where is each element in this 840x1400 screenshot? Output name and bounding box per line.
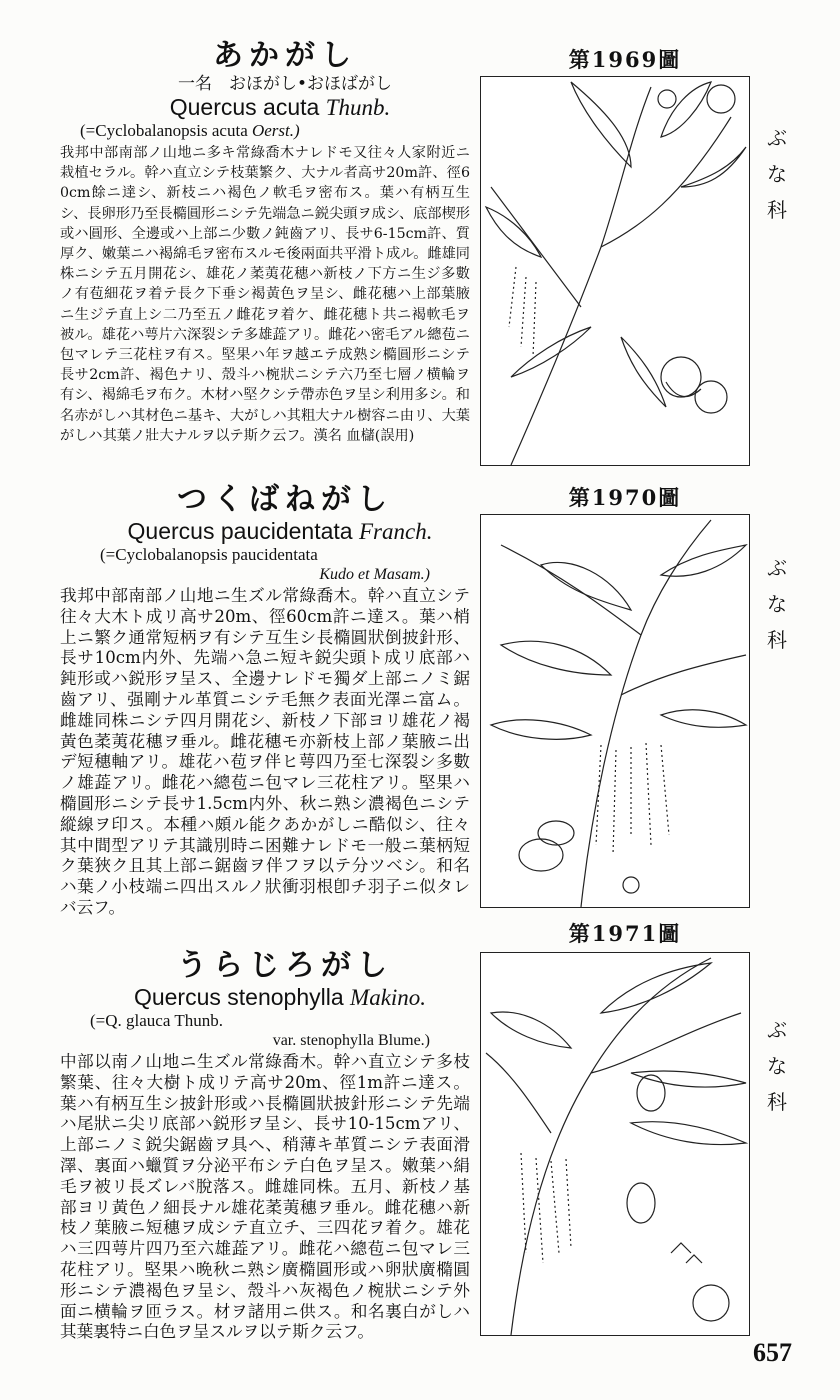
family-label-char: 科: [767, 198, 787, 222]
family-label-char: ぶ: [767, 1018, 787, 1042]
family-label: [764, 550, 790, 658]
species-description: 中部以南ノ山地ニ生ズル常綠喬木。幹ハ直立シテ多枝繁葉、往々大樹ト成リテ高サ20m、徑1m許ニ達ス。葉ハ有柄互生シ披針形或ハ長橢圓狀披針形ニシテ先端ハ尾狀ニ尖リ底部ハ鋭形ヲ呈シ、長サ10-15cmアリ、上部ニノミ鋭尖鋸齒ヲ具ヘ、稍薄キ革質ニシテ表面滑澤、裏面ハ蠟質ヲ分泌平布シテ白色ヲ呈ス。嫩葉ハ絹毛ヲ被リ長ズレバ脫落ス。雌雄同株。五月、新枝ノ基部ヨリ黃色ノ細長ナル雄花葇荑穗ヲ垂ル。雌花穗ハ新枝ノ葉腋ニ短穗ヲ成シテ直立チ、三四花ヲ着ク。雄花ハ三四萼片四乃至六雄蕋アリ。雌花ハ總苞ニ包マレ三花柱アリ。堅果ハ晩秋ニ熟シ廣橢圓形或ハ卵狀廣橢圓形ニシテ濃褐色ヲ呈シ、殼斗ハ灰褐色ノ椀狀ニシテ外面ニ横輪ヲ匝ラス。材ヲ諸用ニ供ス。和名裏白がしハ其葉裏特ニ白色ヲ呈スルヲ以テ斯ク云フ。: [60, 1052, 470, 1342]
species-latin-name: [90, 518, 470, 545]
figure-label: 第1970圖: [568, 485, 682, 510]
latin-author: Thunb.: [325, 95, 391, 120]
family-label-char: な: [767, 592, 787, 616]
oak-branch-illustration-icon: [481, 515, 749, 907]
species-latin-name: [90, 94, 470, 121]
species-japanese-name: あかがし: [213, 38, 357, 73]
entry-1969: [60, 38, 470, 446]
entry-1971: [60, 948, 470, 1343]
family-label: [764, 120, 790, 228]
latin-binomial: Quercus stenophylla: [133, 984, 344, 1010]
latin-binomial: Quercus paucidentata: [127, 518, 353, 544]
synonym-author: Oerst.): [251, 121, 300, 140]
latin-author: Franch.: [358, 519, 433, 544]
synonym-author: var. stenophylla Blume.): [272, 1032, 430, 1049]
synonym: (=Cyclobalanopsis acuta: [80, 121, 248, 140]
family-label: [764, 1012, 790, 1120]
species-latin-name: [90, 984, 470, 1011]
botanical-illustration: [480, 952, 750, 1336]
family-label-char: ぶ: [767, 556, 787, 580]
species-alternative-names: 一名 おほがし•おほばがし: [177, 74, 393, 94]
synonym: (=Q. glauca Thunb.: [90, 1011, 223, 1030]
family-label-char: ぶ: [767, 126, 787, 150]
latin-binomial: Quercus acuta: [169, 94, 320, 120]
species-japanese-name: うらじろがし: [177, 948, 393, 983]
synonym-line: [60, 121, 470, 141]
family-label-char: 科: [767, 1090, 787, 1114]
species-japanese-name: つくばねがし: [177, 482, 393, 517]
entry-1970: [60, 482, 470, 919]
figure-label: 第1971圖: [568, 921, 682, 946]
species-description: 我邦中部南部ノ山地ニ生ズル常綠喬木。幹ハ直立シテ往々大木ト成リ高サ20m、徑60cm許ニ達ス。葉ハ梢上ニ繁ク通常短柄ヲ有シテ互生シ長橢圓狀倒披針形、長サ10cm内外、先端ハ急ニ短キ鋭尖頭ト成リ底部ハ鈍形或ハ鋭形ヲ呈ス、全邊ナレドモ獨ダ上部ニノミ鋸齒アリ、强剛ナル革質ニシテ毛無ク表面光澤ニ富ム。雌雄同株ニシテ四月開花シ、新枝ノ下部ヨリ雄花ノ褐黃色葇荑花穗ヲ垂ル。雌花穗モ亦新枝上部ノ葉腋ニ出デ短穗軸アリ。雄花ハ苞ヲ伴ヒ萼四乃至七深裂シ多數ノ雄蕋アリ。雌花ハ總苞ニ包マレ三花柱アリ。堅果ハ橢圓形ニシテ長サ1.5cm内外、秋ニ熟シ濃褐色ニシテ縱線ヲ印ス。本種ハ頗ル能クあかがしニ酷似シ、往々其中間型アリテ其識別時ニ困難ナレドモ一般ニ葉柄短ク葉狹ク且其上部ニ鋸齒ヲ伴フヲ以テ分ツベシ。和名ハ葉ノ小枝端ニ四出スルノ狀衝羽根卽チ羽子ニ似タレバ云フ。: [60, 586, 470, 917]
botanical-illustration: [480, 514, 750, 908]
page-number: 657: [753, 1338, 792, 1367]
species-description: 我邦中部南部ノ山地ニ多キ常綠喬木ナレドモ又往々人家附近ニ栽植セラル。幹ハ直立シテ枝葉繁ク、大ナル者高サ20m許、徑60cm餘ニ達シ、新枝ニハ褐色ノ軟毛ヲ密布ス。葉ハ有柄互生シ、長卵形乃至長橢圓形ニシテ先端急ニ鋭尖頭ヲ成シ、底部楔形或ハ圓形、全邊或ハ上部ニ少數ノ鈍齒アリ、長サ6-15cm許、質厚ク、嫩葉ニハ褐綿毛ヲ密布スルモ後兩面共平滑ト成ル。雌雄同株ニシテ五月開花シ、雄花ノ葇荑花穗ハ新枝ノ下方ニ生ジ多數ノ有苞細花ヲ着テ長ク下垂シ褐黃色ヲ呈シ、雌花穗ハ上部葉腋ニ生ジテ直上シ二乃至五ノ雌花ヲ着ケ、雌花穗ト共ニ褐軟毛ヲ被ル。雄花ハ萼片六深裂シテ多雄蕋アリ。雌花ハ密毛アル總苞ニ包マレテ三花柱ヲ有ス。堅果ハ年ヲ越エテ成熟シ橢圓形ニシテ長サ2cm許、褐色ナリ、殼斗ハ椀狀ニシテ六乃至七層ノ横輪ヲ有シ、褐綿毛ヲ布ク。木材ハ堅クシテ帶赤色ヲ呈シ利用多シ。和名赤がしハ其材色ニ基キ、大がしハ其粗大ナル樹容ニ由リ、大葉がしハ其葉ノ壯大ナルヲ以テ斯ク云フ。漢名 血櫧(誤用): [60, 145, 470, 444]
figure-label: 第1969圖: [568, 47, 682, 72]
family-label-char: な: [767, 1054, 787, 1078]
oak-branch-illustration-icon: [481, 77, 749, 465]
synonym-author: Kudo et Masam.): [319, 566, 430, 583]
family-label-char: 科: [767, 628, 787, 652]
synonym: (=Cyclobalanopsis paucidentata: [100, 545, 318, 564]
botanical-illustration: [480, 76, 750, 466]
latin-author: Makino.: [350, 985, 427, 1010]
family-label-char: な: [767, 162, 787, 186]
oak-branch-illustration-icon: [481, 953, 749, 1335]
